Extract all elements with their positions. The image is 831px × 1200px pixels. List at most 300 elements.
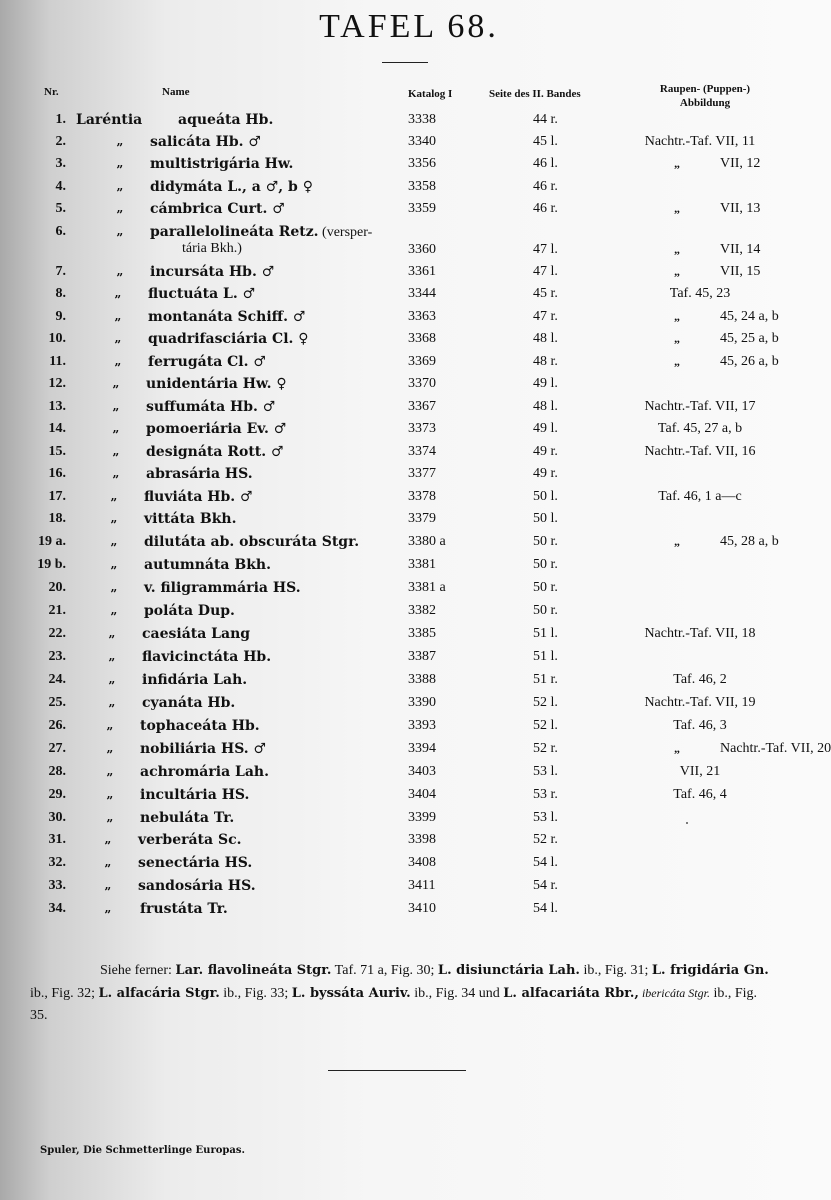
species-name xyxy=(148,331,309,347)
katalog-number: 3390 xyxy=(408,695,436,710)
species-name xyxy=(146,421,286,437)
plate-title: TAFEL 68. xyxy=(319,8,499,45)
katalog-number: 3382 xyxy=(408,603,436,618)
row-number: 28. xyxy=(48,764,66,779)
species-main: designáta Rott. ♂ xyxy=(146,444,284,460)
katalog-number: 3358 xyxy=(408,179,436,194)
larva-figure-reference: Taf. 46, 4 xyxy=(673,787,727,802)
header-seite: Seite des II. Bandes xyxy=(489,88,581,100)
katalog-number: 3387 xyxy=(408,649,436,664)
page-reference: 50 r. xyxy=(533,557,558,572)
ditto-mark: „ xyxy=(674,242,680,256)
katalog-number: 3373 xyxy=(408,421,436,436)
page-reference: 50 r. xyxy=(533,580,558,595)
table-row xyxy=(0,112,818,134)
ditto-mark: „ xyxy=(104,855,112,869)
footer-ref-3: ib., Fig. 32; xyxy=(30,986,99,1001)
species-main: ferrugáta Cl. ♂ xyxy=(148,354,266,370)
species-main: incultária HS. xyxy=(140,787,250,803)
page-reference: 49 l. xyxy=(533,376,558,391)
page-reference: 53 l. xyxy=(533,764,558,779)
table-row xyxy=(0,787,818,809)
ditto-mark: „ xyxy=(112,421,120,435)
footer-ref-5: ib., Fig. 34 und xyxy=(410,986,504,1001)
larva-figure-reference: Taf. 46, 2 xyxy=(673,672,727,687)
footer-species-1: Lar. flavolineáta Stgr. xyxy=(175,963,332,978)
species-main: verberáta Sc. xyxy=(138,832,242,848)
page-reference: 46 r. xyxy=(533,201,558,216)
species-main: infidária Lah. xyxy=(142,672,248,688)
ditto-mark: „ xyxy=(674,309,680,323)
page-reference: 49 r. xyxy=(533,444,558,459)
species-main: cámbrica Curt. ♂ xyxy=(150,201,285,217)
table-row xyxy=(0,224,818,264)
page-reference: 54 l. xyxy=(533,901,558,916)
table-row xyxy=(0,399,818,421)
larva-figure-reference: Taf. 45, 23 xyxy=(669,286,731,301)
ditto-mark: „ xyxy=(116,201,124,215)
row-number: 13. xyxy=(48,399,66,414)
row-number: 2. xyxy=(55,134,66,149)
species-name xyxy=(144,511,236,527)
page-reference: 50 r. xyxy=(533,534,558,549)
footer-italic-6: ibericáta Stgr. xyxy=(638,986,710,1000)
katalog-number: 3393 xyxy=(408,718,436,733)
species-main: sandosária HS. xyxy=(138,878,256,894)
species-name xyxy=(150,134,261,150)
page-reference: 45 r. xyxy=(533,286,558,301)
ditto-mark: „ xyxy=(104,901,112,915)
table-row xyxy=(0,901,818,923)
katalog-number: 3399 xyxy=(408,810,436,825)
species-name xyxy=(144,489,253,505)
species-main: suffumáta Hb. ♂ xyxy=(146,399,276,415)
page-reference: 53 l. xyxy=(533,810,558,825)
ditto-mark: „ xyxy=(674,201,680,215)
species-name xyxy=(142,672,247,688)
species-name xyxy=(150,179,313,195)
species-name xyxy=(148,354,266,370)
header-raupen xyxy=(640,82,770,110)
species-name xyxy=(140,810,234,826)
footer-ref-4: ib., Fig. 33; xyxy=(219,986,292,1001)
katalog-number: 3411 xyxy=(408,878,436,893)
row-number: 15. xyxy=(48,444,66,459)
bottom-divider xyxy=(328,1070,466,1071)
species-name xyxy=(146,466,253,482)
row-number: 7. xyxy=(55,264,66,279)
ditto-mark: „ xyxy=(114,286,122,300)
katalog-number: 3374 xyxy=(408,444,436,459)
katalog-number: 3370 xyxy=(408,376,436,391)
row-number: 12. xyxy=(48,376,66,391)
row-number: 23. xyxy=(48,649,66,664)
species-name xyxy=(178,112,273,128)
row-number: 34. xyxy=(48,901,66,916)
ditto-mark: „ xyxy=(108,695,116,709)
larva-figure-reference: Taf. 46, 3 xyxy=(673,718,727,733)
row-number: 30. xyxy=(48,810,66,825)
page-reference: 50 l. xyxy=(533,489,558,504)
table-row xyxy=(0,832,818,854)
page-reference: 52 l. xyxy=(533,695,558,710)
page-reference: 51 r. xyxy=(533,672,558,687)
row-number: 9. xyxy=(55,309,66,324)
footer-species-5: L. byssáta Auriv. xyxy=(291,986,411,1001)
larva-figure-reference: Nachtr.-Taf. VII, 18 xyxy=(644,626,756,641)
katalog-number: 3360 xyxy=(408,242,436,257)
table-row xyxy=(0,626,818,648)
katalog-number: 3363 xyxy=(408,309,436,324)
species-main: didymáta L., a ♂, b ♀ xyxy=(150,179,313,195)
page-reference: 51 l. xyxy=(533,626,558,641)
table-row xyxy=(0,695,818,717)
larva-figure-value: Nachtr.-Taf. VII, 20 xyxy=(720,741,831,756)
ditto-mark: „ xyxy=(114,331,122,345)
katalog-number: 3338 xyxy=(408,112,436,127)
table-row xyxy=(0,489,818,511)
katalog-number: 3378 xyxy=(408,489,436,504)
footer-species-6: L. alfacariáta Rbr., xyxy=(503,986,639,1001)
larva-figure-reference: Taf. 46, 1 a—c xyxy=(658,489,742,504)
row-number: 22. xyxy=(48,626,66,641)
species-name xyxy=(146,399,275,415)
table-row xyxy=(0,354,818,376)
footer-ref-6: ib., Fig. 35. xyxy=(30,986,758,1023)
larva-figure-reference: Nachtr.-Taf. VII, 11 xyxy=(644,134,756,149)
katalog-number: 3403 xyxy=(408,764,436,779)
larva-figure-reference: Nachtr.-Taf. VII, 19 xyxy=(644,695,756,710)
species-name xyxy=(142,649,271,665)
page-reference: 50 r. xyxy=(533,603,558,618)
row-number: 8. xyxy=(55,286,66,301)
row-number: 11. xyxy=(49,354,66,369)
species-main: abrasária HS. xyxy=(146,466,253,482)
page-reference: 49 r. xyxy=(533,466,558,481)
row-number: 10. xyxy=(48,331,66,346)
table-row xyxy=(0,764,818,786)
page-reference: 51 l. xyxy=(533,649,558,664)
table-row xyxy=(0,649,818,671)
genus-name: Laréntia xyxy=(76,112,143,128)
row-number: 26. xyxy=(48,718,66,733)
page-reference: 48 r. xyxy=(533,354,558,369)
species-main: montanáta Schiff. ♂ xyxy=(148,309,306,325)
ditto-mark: „ xyxy=(116,156,124,170)
row-number: 17. xyxy=(48,489,66,504)
species-name xyxy=(140,741,266,757)
ditto-mark: „ xyxy=(112,399,120,413)
larva-figure-value: VII, 15 xyxy=(720,264,761,279)
species-main: incursáta Hb. ♂ xyxy=(150,264,275,280)
ditto-mark: „ xyxy=(674,264,680,278)
ditto-mark: „ xyxy=(110,534,118,548)
larva-figure-value: 45, 24 a, b xyxy=(720,309,779,324)
ditto-mark: „ xyxy=(116,224,124,238)
page-reference: 48 l. xyxy=(533,331,558,346)
row-number: 19 a. xyxy=(38,534,66,549)
footer-intro: Siehe ferner: xyxy=(100,963,176,978)
speck xyxy=(686,822,688,824)
page-reference: 52 l. xyxy=(533,718,558,733)
species-name xyxy=(138,878,256,894)
ditto-mark: „ xyxy=(106,718,114,732)
table-row xyxy=(0,309,818,331)
species-main: v. filigrammária HS. xyxy=(144,580,301,596)
ditto-mark: „ xyxy=(674,354,680,368)
species-main: tophaceáta Hb. xyxy=(140,718,260,734)
species-name xyxy=(140,901,228,917)
katalog-number: 3388 xyxy=(408,672,436,687)
table-row xyxy=(0,134,818,156)
ditto-mark: „ xyxy=(114,309,122,323)
species-main: parallelolineáta Retz. xyxy=(150,224,319,240)
species-main: salicáta Hb. ♂ xyxy=(150,134,261,150)
table-row xyxy=(0,201,818,223)
ditto-mark: „ xyxy=(104,832,112,846)
table-row xyxy=(0,376,818,398)
page-reference: 54 r. xyxy=(533,878,558,893)
title-divider xyxy=(382,62,428,63)
ditto-mark: „ xyxy=(112,376,120,390)
page-reference: 47 r. xyxy=(533,309,558,324)
katalog-number: 3380 a xyxy=(408,534,446,549)
table-row xyxy=(0,878,818,900)
species-main: vittáta Bkh. xyxy=(144,511,237,527)
row-number: 5. xyxy=(55,201,66,216)
species-main: quadrifasciária Cl. ♀ xyxy=(148,331,309,347)
species-main: nebuláta Tr. xyxy=(140,810,235,826)
katalog-number: 3394 xyxy=(408,741,436,756)
publisher-credit: Spuler, Die Schmetterlinge Europas. xyxy=(40,1145,245,1156)
footer-species-3: L. frigidária Gn. xyxy=(651,963,769,978)
table-row xyxy=(0,741,831,763)
species-continuation: tária Bkh.) xyxy=(182,241,242,256)
species-name xyxy=(146,444,284,460)
ditto-mark: „ xyxy=(116,264,124,278)
species-main: flavicinctáta Hb. xyxy=(142,649,272,665)
footer-ref-2: ib., Fig. 31; xyxy=(579,963,652,978)
species-main: frustáta Tr. xyxy=(140,901,228,917)
katalog-number: 3404 xyxy=(408,787,436,802)
katalog-number: 3398 xyxy=(408,832,436,847)
table-row xyxy=(0,810,818,832)
larva-figure-reference: Taf. 45, 27 a, b xyxy=(657,421,743,436)
species-name xyxy=(150,156,293,172)
katalog-number: 3379 xyxy=(408,511,436,526)
header-raupen-line2: Abbildung xyxy=(679,97,731,109)
katalog-number: 3361 xyxy=(408,264,436,279)
page-reference: 46 l. xyxy=(533,156,558,171)
larva-figure-reference: Nachtr.-Taf. VII, 17 xyxy=(644,399,756,414)
table-row xyxy=(0,179,818,201)
katalog-number: 3377 xyxy=(408,466,436,481)
ditto-mark: „ xyxy=(674,156,680,170)
table-row xyxy=(0,156,818,178)
row-number: 32. xyxy=(48,855,66,870)
species-main: cyanáta Hb. xyxy=(142,695,236,711)
ditto-mark: „ xyxy=(112,444,120,458)
ditto-mark: „ xyxy=(674,331,680,345)
row-number: 6. xyxy=(55,224,66,239)
larva-figure-value: VII, 14 xyxy=(720,242,761,257)
katalog-number: 3381 a xyxy=(408,580,446,595)
ditto-mark: „ xyxy=(108,626,116,640)
species-name xyxy=(140,764,269,780)
table-row xyxy=(0,264,818,286)
larva-figure-reference: Nachtr.-Taf. VII, 16 xyxy=(644,444,756,459)
species-name xyxy=(144,580,301,596)
species-name xyxy=(142,626,250,642)
row-number: 20. xyxy=(48,580,66,595)
row-number: 29. xyxy=(48,787,66,802)
page-reference: 54 l. xyxy=(533,855,558,870)
table-row xyxy=(0,603,818,625)
ditto-mark: „ xyxy=(108,649,116,663)
katalog-number: 3369 xyxy=(408,354,436,369)
larva-figure-value: 45, 25 a, b xyxy=(720,331,779,346)
row-number: 31. xyxy=(48,832,66,847)
page-reference: 44 r. xyxy=(533,112,558,127)
species-name xyxy=(140,718,260,734)
table-row xyxy=(0,718,818,740)
table-row xyxy=(0,672,818,694)
species-main: nobiliária HS. ♂ xyxy=(140,741,267,757)
larva-figure-reference: VII, 21 xyxy=(679,764,721,779)
katalog-number: 3340 xyxy=(408,134,436,149)
species-main: unidentária Hw. ♀ xyxy=(146,376,287,392)
page-reference: 45 l. xyxy=(533,134,558,149)
row-number: 19 b. xyxy=(37,557,66,572)
species-name xyxy=(150,224,372,257)
footer-species-2: L. disiunctária Lah. xyxy=(437,963,580,978)
row-number: 25. xyxy=(48,695,66,710)
species-name xyxy=(142,695,235,711)
footer-note xyxy=(30,960,770,1027)
katalog-number: 3367 xyxy=(408,399,436,414)
ditto-mark: „ xyxy=(108,672,116,686)
table-row xyxy=(0,466,818,488)
table-row xyxy=(0,444,818,466)
species-synonym: (versper- xyxy=(318,225,373,240)
ditto-mark: „ xyxy=(110,511,118,525)
header-name: Name xyxy=(162,86,190,98)
species-main: pomoeriária Ev. ♂ xyxy=(146,421,287,437)
page-reference: 47 l. xyxy=(533,242,558,257)
row-number: 4. xyxy=(55,179,66,194)
page-reference: 50 l. xyxy=(533,511,558,526)
page-reference: 46 r. xyxy=(533,179,558,194)
table-row xyxy=(0,421,818,443)
katalog-number: 3381 xyxy=(408,557,436,572)
table-row xyxy=(0,331,818,353)
katalog-number: 3408 xyxy=(408,855,436,870)
row-number: 33. xyxy=(48,878,66,893)
ditto-mark: „ xyxy=(674,534,680,548)
species-name xyxy=(144,534,359,550)
ditto-mark: „ xyxy=(106,787,114,801)
footer-ref-1: Taf. 71 a, Fig. 30; xyxy=(331,963,438,978)
species-name xyxy=(138,855,252,871)
header-raupen-line1: Raupen- (Puppen-) xyxy=(659,83,751,95)
species-name xyxy=(150,201,285,217)
ditto-mark: „ xyxy=(674,741,680,755)
katalog-number: 3356 xyxy=(408,156,436,171)
row-number: 18. xyxy=(48,511,66,526)
katalog-number: 3368 xyxy=(408,331,436,346)
header-nr: Nr. xyxy=(44,86,59,98)
species-main: dilutáta ab. obscuráta Stgr. xyxy=(144,534,360,550)
species-main: fluviáta Hb. ♂ xyxy=(144,489,253,505)
table-row xyxy=(0,557,818,579)
table-row xyxy=(0,855,818,877)
species-main: fluctuáta L. ♂ xyxy=(148,286,256,302)
row-number: 3. xyxy=(55,156,66,171)
species-main: multistrigária Hw. xyxy=(150,156,294,172)
species-name xyxy=(146,376,287,392)
row-number: 21. xyxy=(48,603,66,618)
ditto-mark: „ xyxy=(106,764,114,778)
ditto-mark: „ xyxy=(104,878,112,892)
ditto-mark: „ xyxy=(110,603,118,617)
page-reference: 52 r. xyxy=(533,741,558,756)
katalog-number: 3359 xyxy=(408,201,436,216)
katalog-number: 3385 xyxy=(408,626,436,641)
ditto-mark: „ xyxy=(114,354,122,368)
page-reference: 49 l. xyxy=(533,421,558,436)
ditto-mark: „ xyxy=(116,134,124,148)
species-main: achromária Lah. xyxy=(140,764,269,780)
ditto-mark: „ xyxy=(110,557,118,571)
species-name xyxy=(148,286,255,302)
ditto-mark: „ xyxy=(112,466,120,480)
katalog-number: 3344 xyxy=(408,286,436,301)
row-number: 27. xyxy=(48,741,66,756)
katalog-number: 3410 xyxy=(408,901,436,916)
header-katalog: Katalog I xyxy=(408,88,453,100)
ditto-mark: „ xyxy=(106,810,114,824)
ditto-mark: „ xyxy=(110,580,118,594)
page-reference: 52 r. xyxy=(533,832,558,847)
ditto-mark: „ xyxy=(116,179,124,193)
ditto-mark: „ xyxy=(110,489,118,503)
species-name xyxy=(150,264,274,280)
larva-figure-value: VII, 13 xyxy=(720,201,761,216)
footer-species-4: L. alfacária Stgr. xyxy=(98,986,220,1001)
species-name xyxy=(140,787,249,803)
table-row xyxy=(0,534,818,556)
page-reference: 48 l. xyxy=(533,399,558,414)
page-reference: 47 l. xyxy=(533,264,558,279)
species-name xyxy=(144,603,235,619)
table-row xyxy=(0,511,818,533)
species-main: autumnáta Bkh. xyxy=(144,557,271,573)
row-number: 24. xyxy=(48,672,66,687)
species-name xyxy=(144,557,271,573)
larva-figure-value: 45, 28 a, b xyxy=(720,534,779,549)
species-main: senectária HS. xyxy=(138,855,253,871)
ditto-mark: „ xyxy=(106,741,114,755)
page-reference: 53 r. xyxy=(533,787,558,802)
species-name xyxy=(148,309,305,325)
row-number: 14. xyxy=(48,421,66,436)
species-main: aqueáta Hb. xyxy=(178,112,274,128)
row-number: 1. xyxy=(55,112,66,127)
species-main: caesiáta Lang xyxy=(142,626,251,642)
table-row xyxy=(0,580,818,602)
species-main: poláta Dup. xyxy=(144,603,235,619)
larva-figure-value: 45, 26 a, b xyxy=(720,354,779,369)
